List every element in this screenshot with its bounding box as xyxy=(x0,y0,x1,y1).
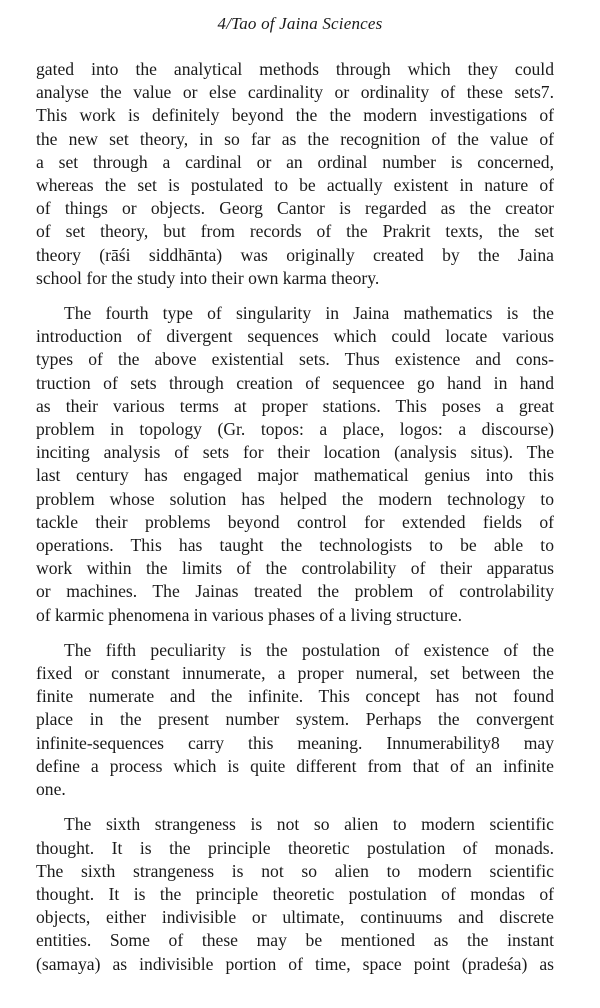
text-line: The fifth peculiarity is the postulation of existence of the xyxy=(64,639,554,660)
text-line: introduction of divergent sequences which could locate various xyxy=(36,326,554,347)
running-head: 4/Tao of Jaina Sciences xyxy=(217,14,383,33)
text-line: last century has engaged major mathematical genius into this xyxy=(36,465,554,486)
text-line: infinite-sequences carry this meaning. Innumerability8 may xyxy=(36,732,554,753)
text-line: of karmic phenomena in various phases of a living structure. xyxy=(36,604,463,625)
text-line: operations. This has taught the technologists to be able to xyxy=(36,535,554,556)
text-line: (samaya) as indivisible portion of time, space point (pradeśa) as xyxy=(36,953,554,974)
text-line: The sixth strangeness is not so alien to modern scientific xyxy=(64,814,554,835)
text-line: The sixth strangeness is not so alien to modern scientific xyxy=(36,860,554,881)
text-line: a set through a cardinal or an ordinal number is concerned, xyxy=(36,151,554,172)
text-line: thought. It is the principle theoretic postulation of mondas of xyxy=(36,883,554,904)
text-line: whereas the set is postulated to be actually existent in nature of xyxy=(36,175,554,196)
text-line: truction of sets through creation of sequencee go hand in hand xyxy=(36,372,554,393)
text-line: school for the study into their own karma theory. xyxy=(36,267,380,288)
text-line: of things or objects. Georg Cantor is regarded as the creator xyxy=(36,198,554,219)
paragraph-1 xyxy=(36,58,554,290)
text-line: define a process which is quite different from that of an infinite xyxy=(36,755,554,776)
text-line: entities. Some of these may be mentioned as the instant xyxy=(36,930,554,951)
text-line: problem in topology (Gr. topos: a place, logos: a discourse) xyxy=(36,419,554,440)
text-line: the new set theory, in so far as the recognition of the value of xyxy=(36,128,554,149)
text-line: thought. It is the principle theoretic postulation of monads. xyxy=(36,837,554,858)
text-line: types of the above existential sets. Thus existence and cons- xyxy=(36,349,554,370)
body-text xyxy=(36,58,554,988)
text-line: analyse the value or else cardinality or ordinality of these sets7. xyxy=(36,82,554,103)
text-line: or machines. The Jainas treated the problem of controlability xyxy=(36,581,554,602)
text-line: finite numerate and the infinite. This concept has not found xyxy=(36,686,554,707)
text-line: inciting analysis of sets for their location (analysis situs). The xyxy=(36,442,554,463)
text-line: The fourth type of singularity in Jaina mathematics is the xyxy=(64,303,554,324)
text-line: one. xyxy=(36,779,66,800)
paragraph-4 xyxy=(36,813,554,975)
text-line: problem whose solution has helped the modern technology to xyxy=(36,488,554,509)
text-line: of set theory, but from records of the Prakrit texts, the set xyxy=(36,221,554,242)
text-line: work within the limits of the controlability of their apparatus xyxy=(36,558,554,579)
paragraph-2 xyxy=(36,302,554,627)
paragraph-3 xyxy=(36,639,554,801)
text-line: fixed or constant innumerate, a proper numeral, set between the xyxy=(36,663,554,684)
text-line: theory (rāśi siddhānta) was originally created by the Jaina xyxy=(36,244,554,265)
text-line: This work is definitely beyond the the modern investigations of xyxy=(36,105,554,126)
text-line: objects, either indivisible or ultimate, continuums and discrete xyxy=(36,907,554,928)
text-line: as their various terms at proper stations. This poses a great xyxy=(36,395,554,416)
text-line: tackle their problems beyond control for extended fields of xyxy=(36,511,554,532)
text-line: place in the present number system. Perhaps the convergent xyxy=(36,709,554,730)
text-line: gated into the analytical methods through which they could xyxy=(36,59,554,79)
